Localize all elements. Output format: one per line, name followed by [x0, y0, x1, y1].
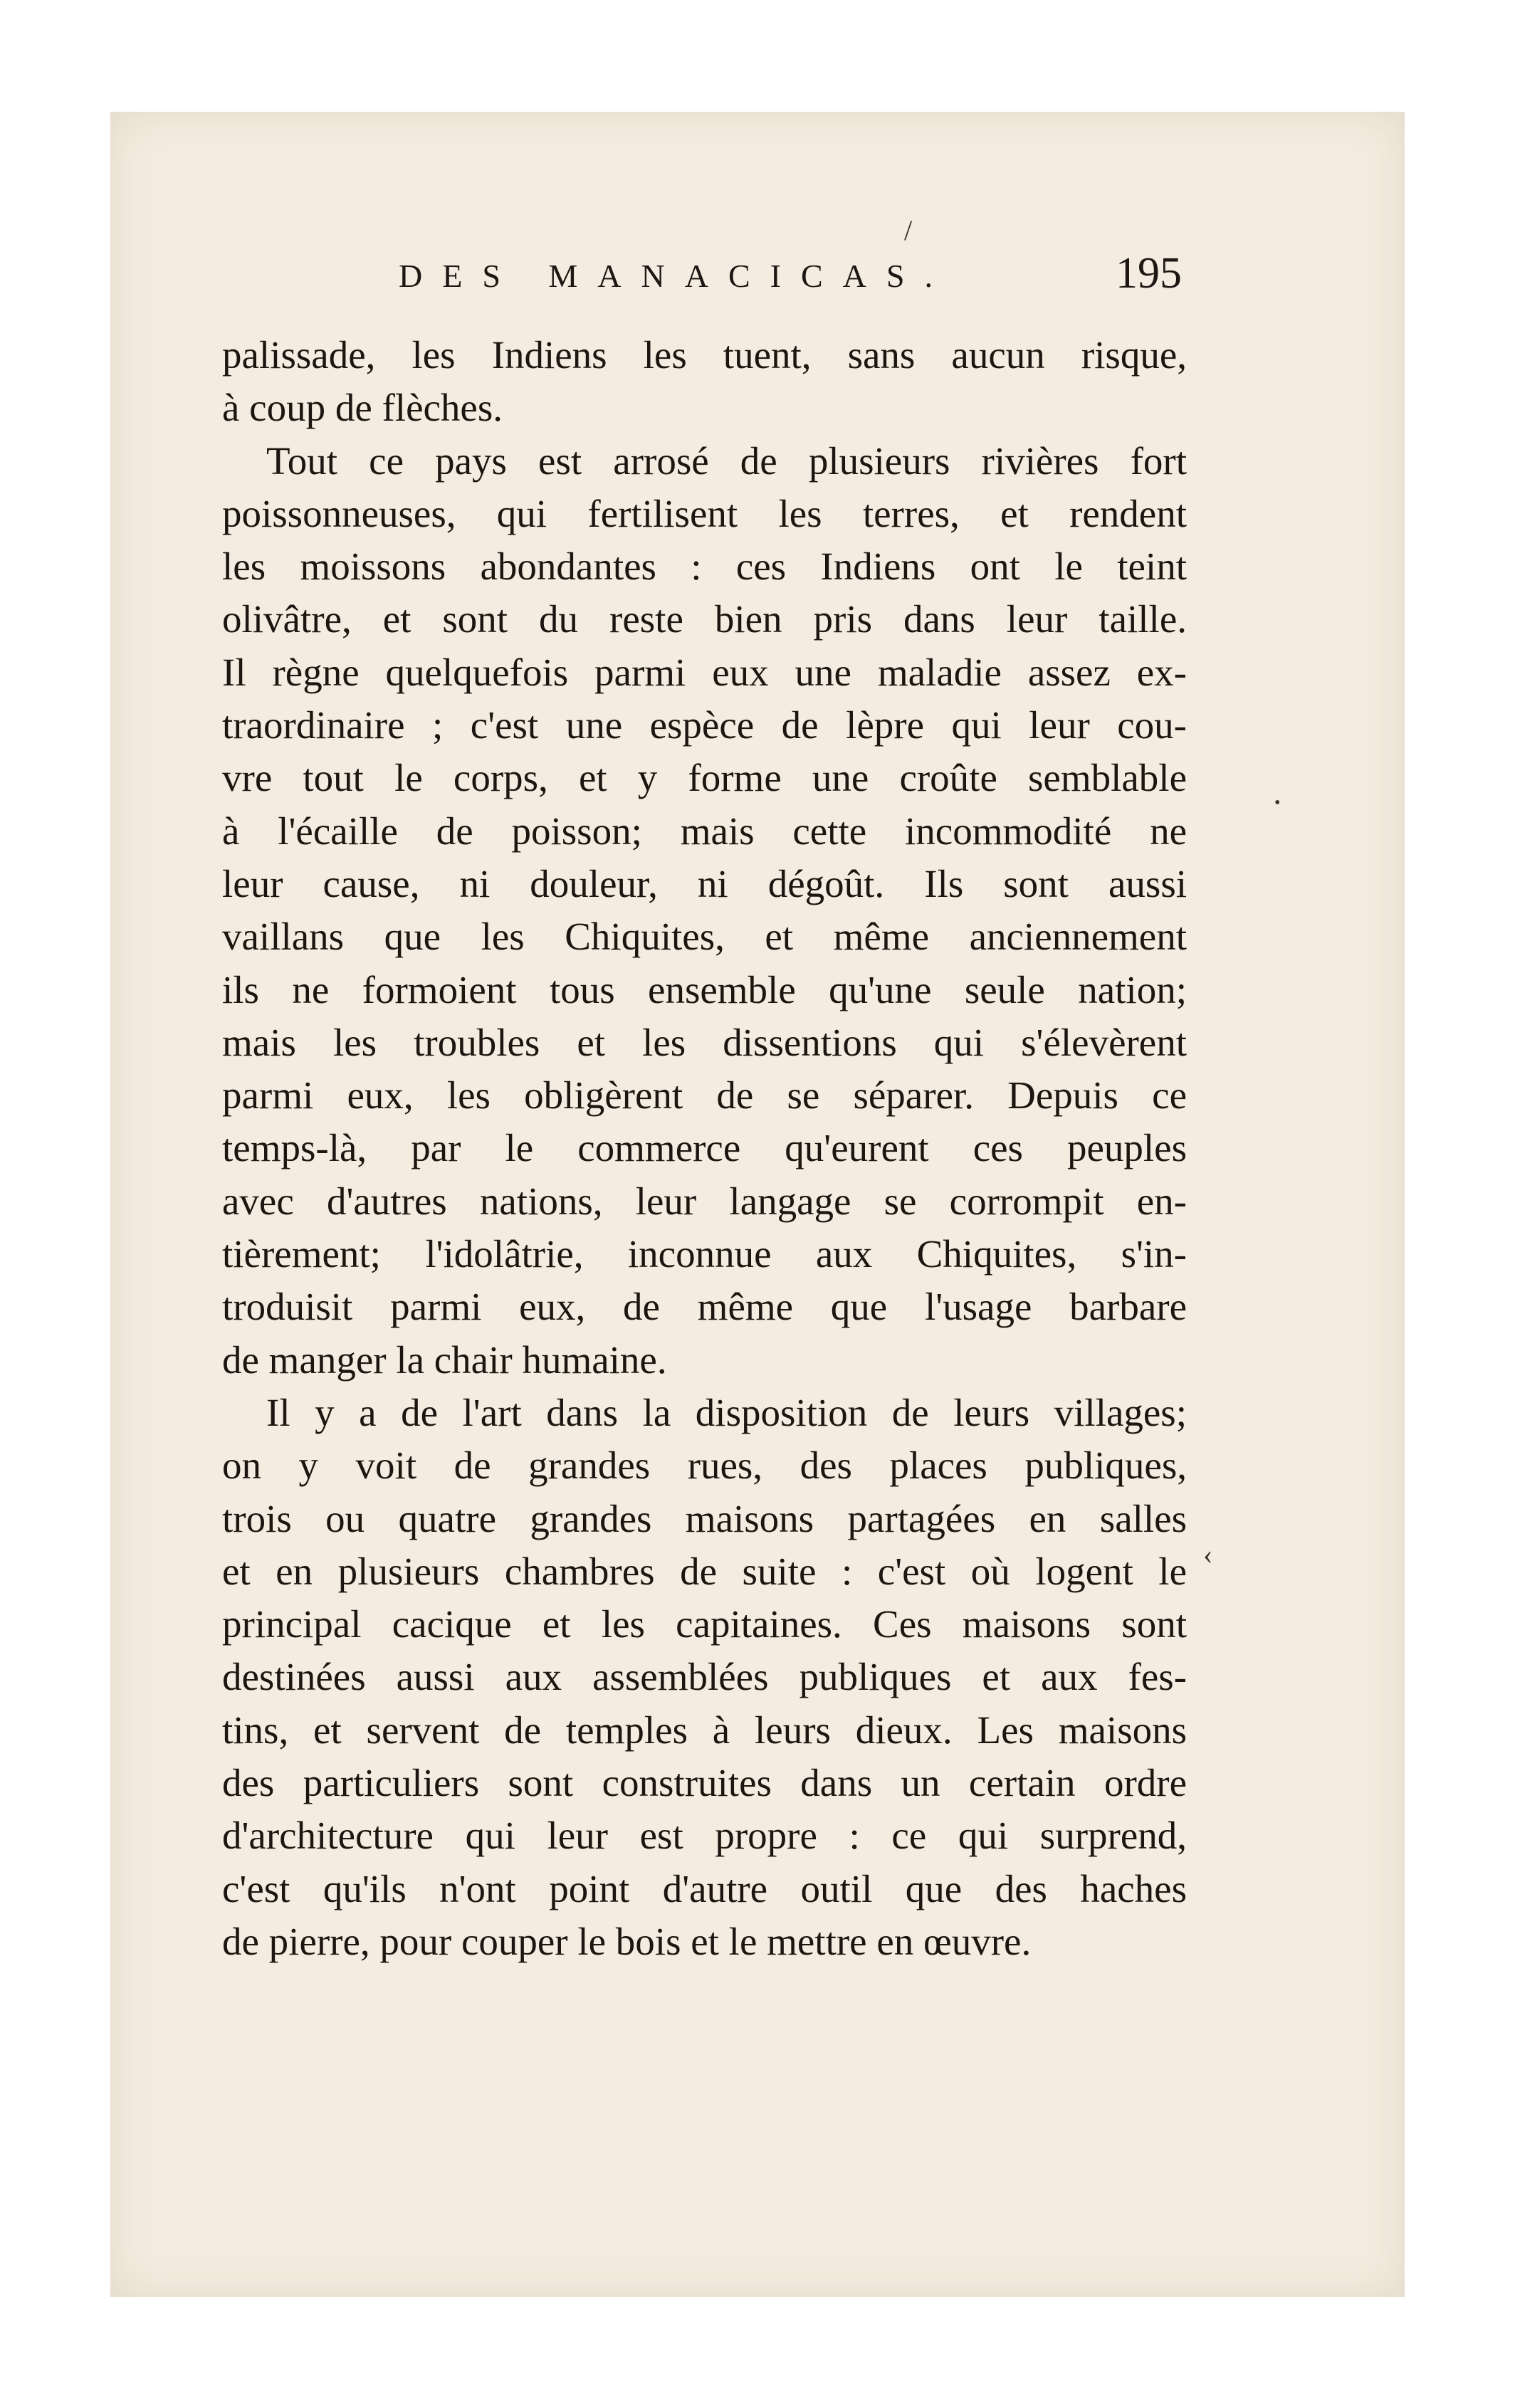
text-line: à coup de flèches. [222, 386, 503, 430]
text-line: temps-là, par le commerce qu'eurent ces peuples [222, 1126, 1187, 1170]
text-line: trois ou quatre grandes maisons partagées en salles [222, 1496, 1187, 1540]
text-line: destinées aussi aux assemblées publiques et aux fes- [222, 1655, 1187, 1699]
page-number: 195 [1116, 249, 1182, 298]
text-line: Il y a de l'art dans la disposition de leurs villages; [266, 1390, 1187, 1434]
text-line: mais les troubles et les dissentions qui s'élevèrent [222, 1020, 1187, 1064]
text-line: on y voit de grandes rues, des places publiques, [222, 1444, 1187, 1488]
text-line: de manger la chair humaine. [222, 1337, 667, 1382]
text-line: principal cacique et les capitaines. Ces maisons sont [222, 1602, 1187, 1646]
text-line: ils ne formoient tous ensemble qu'une seule nation; [222, 967, 1187, 1011]
text-line: tièrement; l'idolâtrie, inconnue aux Chiquites, s'in- [222, 1232, 1187, 1276]
text-line: troduisit parmi eux, de même que l'usage barbare [222, 1285, 1187, 1329]
text-line: tins, et servent de temples à leurs dieux. Les maisons [222, 1708, 1187, 1752]
text-line: Il règne quelquefois parmi eux une maladie assez ex- [222, 650, 1187, 694]
text-line: avec d'autres nations, leur langage se corrompit en- [222, 1179, 1187, 1223]
text-line: parmi eux, les obligèrent de se séparer. Depuis ce [222, 1073, 1187, 1118]
text-line: c'est qu'ils n'ont point d'autre outil que des haches [222, 1866, 1187, 1910]
text-line: vaillans que les Chiquites, et même anciennement [222, 915, 1187, 959]
margin-speck: / [904, 214, 913, 246]
margin-speck: • [1274, 794, 1281, 812]
text-line: Tout ce pays est arrosé de plusieurs rivières fort [266, 438, 1187, 483]
body-text [222, 329, 1187, 1968]
running-head [285, 249, 1182, 310]
text-line: et en plusieurs chambres de suite : c'est où logent le [222, 1549, 1187, 1593]
text-line: leur cause, ni douleur, ni dégoût. Ils sont aussi [222, 861, 1187, 905]
text-line: des particuliers sont construites dans un certain ordre [222, 1761, 1187, 1805]
text-line: les moissons abondantes : ces Indiens ont le teint [222, 545, 1187, 589]
text-line: d'architecture qui leur est propre : ce qui surprend, [222, 1814, 1187, 1858]
margin-speck: ‹ [1203, 1538, 1213, 1570]
text-line: traordinaire ; c'est une espèce de lèpre qui leur cou- [222, 703, 1187, 747]
text-line: poissonneuses, qui fertilisent les terres, et rendent [222, 491, 1187, 535]
running-title: DES MANACICAS. [399, 258, 953, 294]
text-line: à l'écaille de poisson; mais cette incommodité ne [222, 809, 1187, 853]
text-line: de pierre, pour couper le bois et le mettre en œuvre. [222, 1919, 1032, 1963]
text-line: palissade, les Indiens les tuent, sans aucun risque, [222, 333, 1187, 377]
text-line: vre tout le corps, et y forme une croûte semblable [222, 756, 1187, 800]
text-line: olivâtre, et sont du reste bien pris dans leur taille. [222, 597, 1187, 641]
